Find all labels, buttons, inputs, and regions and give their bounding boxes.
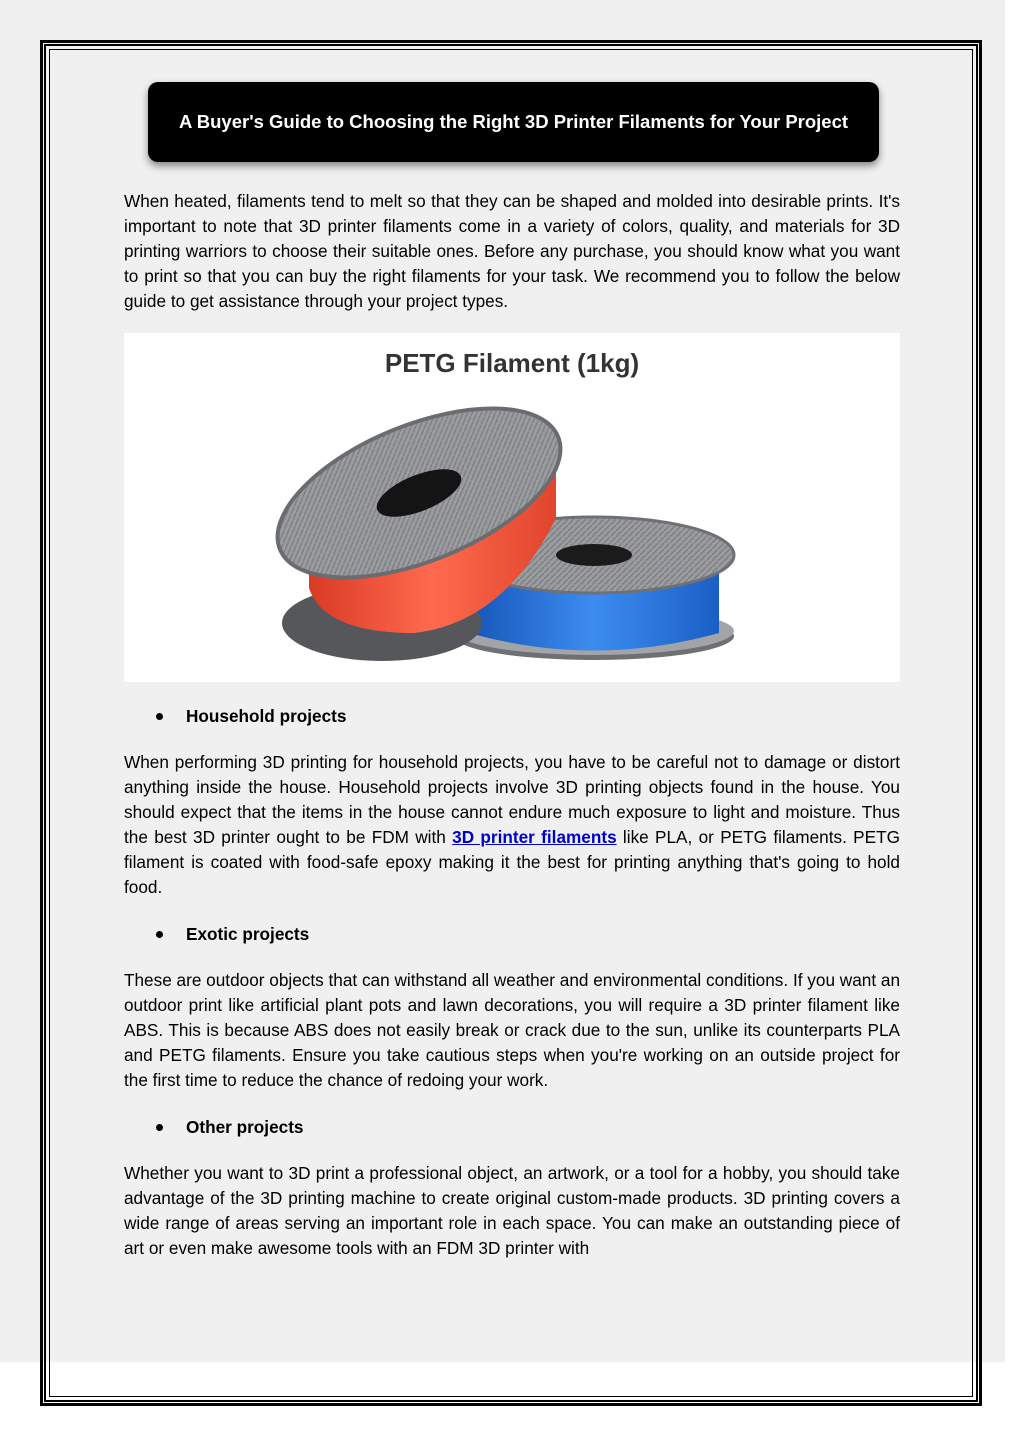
bullet-icon [156,713,163,720]
household-paragraph [124,750,900,900]
section-heading-other [124,1115,900,1140]
intro-paragraph: When heated, filaments tend to melt so that they can be shaped and molded into desirable prints. It's important to note that 3D printer filaments come in a variety of colors, quality, and materials for 3D printing warriors to choose their suitable ones. Before any purchase, you should know what you want to print so that you can buy the right filaments for your task. We recommend you to follow the below guide to get assistance through your project types. [124,191,900,311]
title-banner [148,82,879,162]
section-heading-text: Household projects [186,706,347,726]
section-heading-text: Exotic projects [186,924,310,944]
section-heading-text: Other projects [186,1117,304,1137]
section-heading-exotic [124,922,900,947]
page-title: A Buyer's Guide to Choosing the Right 3D Printer Filaments for Your Project [178,111,849,132]
section-heading-household [124,704,900,729]
product-image [124,333,900,682]
filament-spools-illustration [124,333,900,682]
household-text-1: When performing 3D printing for household projects, you have to be careful not to damage or distort anything inside the house. Household projects involve 3D printing objects found in the house. You should expect that the items in the house cannot endure much exposure to light and moisture. Thus the best 3D printer ought to be FDM with [124,752,900,847]
household-text-2: like PLA, or PETG filaments. PETG filament is coated with food-safe epoxy making it the best for printing anything that's going to hold food. [124,827,900,897]
exotic-paragraph: These are outdoor objects that can withstand all weather and environmental conditions. If you want an outdoor print like artificial plant pots and lawn decorations, you will require a 3D printer filament like ABS. This is because ABS does not easily break or crack due to the sun, unlike its counterparts PLA and PETG filaments. Ensure you take cautious steps when you're working on an outside project for the first time to reduce the chance of redoing your work. [124,970,900,1090]
filaments-link[interactable]: 3D printer filaments [452,827,617,847]
bullet-icon [156,931,163,938]
other-paragraph: Whether you want to 3D print a professional object, an artwork, or a tool for a hobby, you should take advantage of the 3D printing machine to create original custom-made products. 3D printing covers a wide range of areas serving an important role in each space. You can make an outstanding piece of art or even make awesome tools with an FDM 3D printer with [124,1163,900,1258]
bullet-icon [156,1124,163,1131]
image-caption: PETG Filament (1kg) [384,348,640,378]
article-body [124,189,900,1261]
